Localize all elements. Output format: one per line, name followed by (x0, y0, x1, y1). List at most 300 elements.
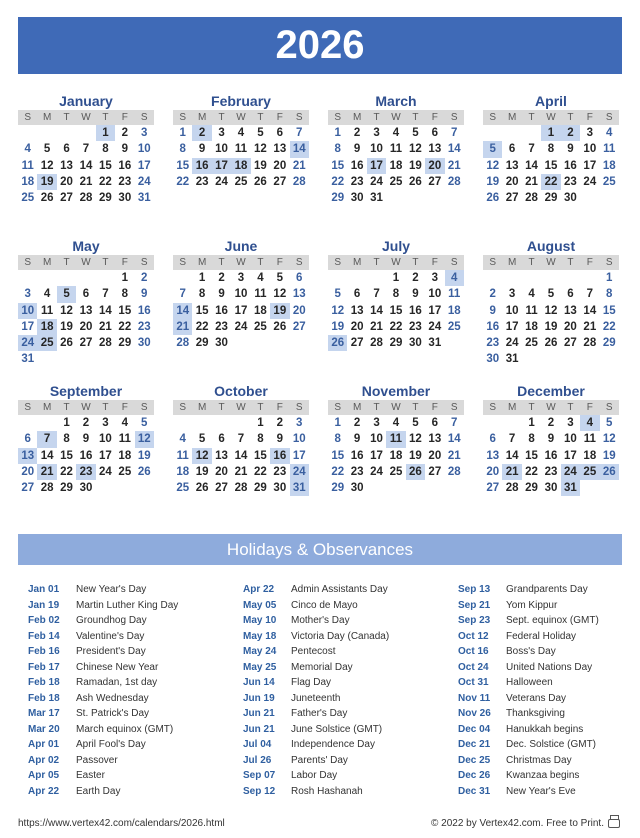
calendar-day: 21 (447, 449, 461, 462)
weekday-header: T (251, 400, 270, 415)
weekday-header: F (425, 110, 444, 125)
calendar-day: 26 (254, 175, 267, 188)
calendar-day: 11 (583, 433, 596, 446)
calendar-day: 21 (292, 159, 306, 172)
weekday-header: T (212, 110, 231, 125)
calendar-day: 2 (489, 288, 496, 301)
holiday-date: May 25 (243, 661, 277, 673)
calendar-day: 2 (353, 417, 361, 429)
holiday-date: Sep 23 (458, 615, 491, 626)
month-grid (328, 255, 464, 351)
calendar-day: 13 (215, 449, 228, 462)
calendar-day: 9 (141, 288, 148, 301)
calendar-day: 7 (179, 288, 186, 301)
weekday-header: T (522, 255, 541, 270)
weekday-header: M (347, 110, 366, 125)
holiday-day: 16 (192, 158, 211, 174)
holiday-item (458, 784, 599, 800)
holiday-name: Halloween (506, 677, 553, 688)
calendar-day: 20 (564, 320, 577, 333)
calendar-day: 15 (331, 449, 345, 462)
calendar-day: 11 (254, 288, 267, 301)
calendar-day: 8 (102, 143, 109, 156)
holiday-date: Jun 19 (243, 692, 275, 704)
calendar-day: 10 (215, 143, 228, 156)
weekday-header: T (522, 110, 541, 125)
weekday-header: W (231, 110, 250, 125)
calendar-day: 19 (544, 320, 558, 333)
calendar-day: 11 (603, 143, 616, 156)
calendar-day: 4 (528, 288, 535, 301)
calendar-day: 15 (254, 449, 267, 462)
holiday-day: 22 (541, 174, 560, 190)
calendar-day: 17 (583, 159, 597, 172)
calendar-day: 22 (331, 465, 345, 478)
calendar-day: 21 (79, 175, 93, 188)
calendar-day: 20 (428, 449, 442, 462)
month-title: May (72, 238, 100, 254)
empty-day (367, 270, 386, 286)
holiday-item (243, 598, 389, 614)
calendar-day: 25 (389, 175, 403, 188)
calendar-day: 27 (564, 337, 577, 350)
weekday-header: M (347, 400, 366, 415)
calendar-day: 10 (234, 288, 248, 301)
holiday-day: 4 (580, 415, 599, 431)
calendar-day: 3 (586, 127, 594, 139)
calendar-day: 8 (198, 288, 206, 301)
weekday-header: S (483, 110, 502, 125)
calendar-day: 22 (331, 175, 345, 188)
holiday-name: Earth Day (76, 785, 121, 797)
holiday-name: New Year's Eve (506, 785, 576, 797)
calendar-day: 2 (353, 127, 361, 139)
holiday-date: Dec 31 (458, 785, 491, 797)
empty-day (76, 125, 95, 141)
weekday-header: S (290, 255, 309, 270)
calendar-day: 24 (505, 337, 519, 350)
calendar-day: 7 (102, 288, 109, 301)
calendar-day: 16 (564, 159, 577, 172)
calendar-day: 9 (547, 433, 555, 446)
calendar-day: 14 (583, 304, 597, 317)
holiday-name: United Nations Day (506, 661, 593, 673)
holiday-date: Apr 05 (28, 770, 60, 781)
weekday-header: F (425, 255, 444, 270)
calendar-day: 30 (79, 482, 93, 495)
calendar-day: 12 (544, 304, 558, 317)
holiday-item (243, 768, 389, 784)
calendar-day: 29 (544, 192, 558, 205)
holiday-name: Ash Wednesday (76, 692, 149, 704)
holiday-date: Oct 16 (458, 646, 489, 657)
calendar-day: 22 (99, 175, 112, 188)
holiday-name: Kwanzaa begins (506, 770, 580, 781)
calendar-day: 26 (544, 337, 558, 350)
holiday-date: Jul 26 (243, 754, 272, 766)
holiday-date: Feb 18 (28, 677, 60, 688)
calendar-day: 17 (234, 304, 248, 317)
weekday-header: T (406, 110, 425, 125)
calendar-day: 30 (350, 482, 364, 495)
holiday-item (243, 753, 389, 769)
holiday-day: 14 (290, 141, 309, 157)
calendar-day: 28 (525, 192, 538, 205)
calendar-day: 13 (505, 159, 519, 172)
calendar-day: 27 (292, 320, 306, 333)
calendar-day: 27 (350, 337, 364, 350)
holiday-name: April Fool's Day (76, 739, 146, 750)
holiday-item (28, 768, 178, 784)
empty-day (18, 270, 37, 286)
calendar-day: 28 (292, 175, 306, 188)
holiday-day: 25 (37, 335, 56, 351)
holiday-day: 26 (406, 464, 425, 480)
calendar-day: 24 (370, 175, 383, 188)
calendar-day: 20 (350, 320, 364, 333)
weekday-header: M (192, 400, 211, 415)
calendar-day: 22 (602, 320, 616, 333)
holiday-date: Feb 18 (28, 692, 60, 704)
calendar-day: 24 (370, 465, 383, 478)
calendar-day: 30 (409, 337, 422, 350)
calendar-day: 30 (350, 192, 364, 205)
month-title: November (361, 383, 431, 399)
calendar-day: 29 (389, 337, 403, 350)
holiday-name: June Solstice (GMT) (291, 723, 383, 735)
holiday-name: Valentine's Day (76, 630, 145, 642)
calendar-day: 14 (447, 143, 461, 156)
weekday-header: M (192, 255, 211, 270)
weekday-header: W (386, 255, 405, 270)
calendar-day: 1 (334, 127, 341, 139)
calendar-day: 27 (428, 465, 442, 478)
empty-day (347, 270, 366, 286)
holiday-day: 24 (290, 464, 309, 480)
month-grid (483, 110, 619, 206)
calendar-day: 5 (198, 433, 206, 446)
holiday-item (243, 675, 389, 691)
holiday-item (28, 598, 178, 614)
calendar-day: 22 (254, 465, 267, 478)
calendar-day: 20 (215, 465, 228, 478)
holiday-date: Dec 26 (458, 770, 491, 781)
month-title: February (211, 93, 271, 109)
holiday-name: Boss's Day (506, 646, 556, 657)
holiday-name: Hanukkah begins (506, 723, 584, 735)
calendar-day: 14 (234, 449, 248, 462)
calendar-day: 30 (137, 337, 151, 350)
holiday-date: Jan 19 (28, 599, 60, 611)
holiday-name: Memorial Day (291, 661, 353, 673)
calendar-day: 12 (273, 288, 287, 301)
holiday-date: Feb 17 (28, 661, 60, 673)
calendar-day: 11 (176, 449, 189, 462)
calendar-day: 17 (505, 320, 519, 333)
calendar-day: 27 (21, 482, 35, 495)
weekday-header: T (367, 255, 386, 270)
holiday-item (28, 629, 178, 645)
calendar-day: 5 (334, 288, 341, 301)
empty-day (541, 270, 560, 286)
holiday-item (28, 675, 178, 691)
calendar-day: 30 (564, 192, 577, 205)
calendar-day: 15 (602, 304, 616, 317)
calendar-day: 30 (273, 482, 287, 495)
weekday-header: W (76, 110, 95, 125)
empty-day (18, 415, 37, 431)
calendar-day: 3 (431, 272, 439, 284)
empty-day (522, 125, 541, 141)
calendar-day: 20 (60, 175, 73, 188)
holiday-day: 17 (367, 158, 386, 174)
calendar-day: 15 (331, 159, 345, 172)
weekday-header: S (445, 255, 464, 270)
weekday-header: T (406, 255, 425, 270)
holiday-item (28, 753, 178, 769)
calendar-day: 31 (21, 353, 35, 366)
calendar-day: 9 (198, 143, 206, 156)
holiday-item (458, 706, 599, 722)
calendar-day: 13 (350, 304, 364, 317)
calendar-day: 21 (583, 320, 597, 333)
holiday-name: Easter (76, 770, 105, 781)
holiday-item (28, 660, 178, 676)
calendar-day: 30 (118, 192, 132, 205)
calendar-day: 16 (79, 449, 93, 462)
calendar-day: 16 (350, 449, 364, 462)
calendar-day: 27 (428, 175, 442, 188)
weekday-header: T (57, 110, 76, 125)
calendar-day: 16 (409, 304, 422, 317)
month-april (483, 93, 619, 206)
calendar-day: 28 (234, 482, 248, 495)
calendar-day: 5 (547, 288, 555, 301)
weekday-header: F (580, 255, 599, 270)
holiday-date: Apr 22 (243, 584, 275, 595)
weekday-header: M (502, 110, 521, 125)
holiday-item (28, 784, 178, 800)
holiday-item (243, 784, 389, 800)
holiday-day: 2 (561, 125, 580, 141)
calendar-day: 7 (586, 288, 594, 301)
calendar-day: 15 (389, 304, 403, 317)
holiday-day: 12 (192, 448, 211, 464)
calendar-day: 7 (451, 417, 458, 429)
holiday-item (28, 582, 178, 598)
calendar-day: 2 (412, 272, 419, 284)
month-january (18, 93, 154, 206)
holiday-item (28, 737, 178, 753)
holiday-date: Jun 21 (243, 708, 275, 719)
holiday-name: Christmas Day (506, 754, 572, 766)
calendar-day: 17 (21, 320, 35, 333)
holiday-item (243, 582, 389, 598)
holiday-date: Dec 04 (458, 723, 491, 735)
calendar-day: 17 (292, 449, 306, 462)
calendar-day: 23 (215, 320, 228, 333)
calendar-day: 28 (447, 175, 461, 188)
weekday-header: T (96, 400, 115, 415)
calendar-day: 6 (24, 433, 31, 446)
calendar-day: 15 (118, 304, 132, 317)
printer-icon[interactable] (608, 819, 620, 828)
calendar-day: 22 (60, 465, 73, 478)
month-title: June (224, 238, 258, 254)
holiday-date: May 24 (243, 646, 277, 657)
calendar-day: 29 (60, 482, 73, 495)
holiday-date: Jun 14 (243, 677, 275, 688)
calendar-day: 27 (486, 482, 500, 495)
empty-day (483, 125, 502, 141)
calendar-day: 18 (602, 159, 616, 172)
holiday-day: 4 (445, 270, 464, 286)
holiday-day: 24 (561, 464, 580, 480)
holiday-name: Victoria Day (Canada) (291, 630, 390, 642)
month-grid (18, 400, 154, 496)
holiday-date: Nov 11 (458, 692, 491, 704)
calendar-day: 27 (60, 192, 73, 205)
weekday-header: T (251, 110, 270, 125)
calendar-day: 14 (370, 304, 383, 317)
empty-day (522, 270, 541, 286)
calendar-day: 18 (176, 465, 190, 478)
calendar-day: 4 (392, 417, 400, 429)
calendar-day: 4 (237, 127, 245, 139)
calendar-day: 12 (254, 143, 267, 156)
empty-day (76, 270, 95, 286)
calendar-day: 16 (544, 449, 558, 462)
weekday-header: S (600, 255, 619, 270)
calendar-day: 8 (606, 288, 613, 301)
holiday-item (458, 737, 599, 753)
holiday-item (243, 737, 389, 753)
weekday-header: W (541, 400, 560, 415)
holiday-date: Apr 02 (28, 754, 60, 766)
holiday-day: 1 (541, 125, 560, 141)
calendar-day: 19 (486, 175, 500, 188)
empty-day (561, 270, 580, 286)
calendar-day: 13 (292, 288, 306, 301)
empty-day (18, 125, 37, 141)
weekday-header: W (231, 255, 250, 270)
holiday-day: 19 (37, 174, 56, 190)
holiday-name: Thanksgiving (506, 708, 565, 719)
month-title: July (381, 238, 410, 254)
calendar-day: 29 (602, 337, 616, 350)
calendar-day: 5 (276, 272, 284, 284)
calendar-day: 29 (195, 337, 209, 350)
holiday-name: Martin Luther King Day (76, 599, 179, 611)
weekday-header: F (115, 400, 134, 415)
calendar-day: 26 (40, 192, 54, 205)
calendar-day: 11 (118, 433, 131, 446)
calendar-day: 23 (564, 175, 577, 188)
month-grid (18, 255, 154, 368)
weekday-header: S (483, 400, 502, 415)
holiday-name: Dec. Solstice (GMT) (506, 739, 597, 750)
weekday-header: T (367, 110, 386, 125)
calendar-day: 24 (215, 175, 228, 188)
holiday-day: 26 (600, 464, 619, 480)
calendar-day: 3 (508, 288, 516, 301)
holiday-item (28, 644, 178, 660)
calendar-day: 3 (102, 417, 109, 429)
weekday-header: S (483, 255, 502, 270)
calendar-day: 7 (528, 143, 535, 156)
weekday-header: S (173, 255, 192, 270)
holiday-name: Father's Day (291, 708, 348, 719)
calendar-day: 28 (583, 337, 597, 350)
calendar-day: 27 (505, 192, 519, 205)
holiday-item (243, 722, 389, 738)
calendar-day: 26 (486, 192, 500, 205)
holiday-item (28, 691, 178, 707)
holiday-date: Feb 16 (28, 646, 60, 657)
empty-day (37, 415, 56, 431)
calendar-day: 8 (257, 433, 264, 446)
month-december (483, 383, 619, 496)
calendar-day: 2 (218, 272, 225, 284)
footer-url[interactable]: https://www.vertex42.com/calendars/2026.html (18, 818, 225, 829)
calendar-day: 16 (137, 304, 151, 317)
footer-copyright (431, 818, 620, 829)
calendar-day: 4 (24, 143, 31, 156)
holiday-item (28, 722, 178, 738)
calendar-day: 5 (43, 143, 51, 156)
holiday-name: Veterans Day (506, 692, 567, 704)
calendar-day: 25 (254, 320, 267, 333)
calendar-day: 18 (389, 449, 403, 462)
calendar-day: 24 (428, 320, 442, 333)
weekday-header: S (18, 110, 37, 125)
empty-day (483, 270, 502, 286)
weekday-header: F (270, 255, 289, 270)
holiday-date: Sep 12 (243, 785, 276, 797)
calendar-day: 21 (370, 320, 383, 333)
holiday-date: Mar 17 (28, 708, 60, 719)
month-title: September (49, 383, 123, 399)
holiday-day: 24 (18, 335, 37, 351)
holiday-name: Ramadan, 1st day (76, 677, 158, 688)
calendar-day: 9 (353, 143, 361, 156)
month-title: August (526, 238, 576, 254)
holiday-name: Admin Assistants Day (291, 584, 388, 595)
calendar-day: 9 (567, 143, 574, 156)
calendar-day: 23 (544, 465, 558, 478)
weekday-header: T (212, 400, 231, 415)
calendar-day: 5 (141, 417, 148, 429)
calendar-day: 6 (567, 288, 574, 301)
calendar-day: 1 (179, 127, 186, 139)
calendar-day: 3 (218, 127, 225, 139)
calendar-day: 4 (121, 417, 129, 429)
calendar-day: 23 (118, 175, 132, 188)
calendar-day: 21 (525, 175, 538, 188)
calendar-day: 6 (508, 143, 516, 156)
calendar-day: 1 (198, 272, 206, 284)
holiday-name: Flag Day (291, 677, 332, 688)
calendar-day: 25 (602, 175, 616, 188)
holiday-day: 2 (192, 125, 211, 141)
calendar-day: 25 (21, 192, 35, 205)
calendar-day: 16 (118, 159, 132, 172)
empty-day (502, 415, 521, 431)
calendar-day: 17 (99, 449, 112, 462)
weekday-header: M (37, 400, 56, 415)
calendar-day: 23 (350, 175, 364, 188)
calendar-day: 27 (215, 482, 228, 495)
